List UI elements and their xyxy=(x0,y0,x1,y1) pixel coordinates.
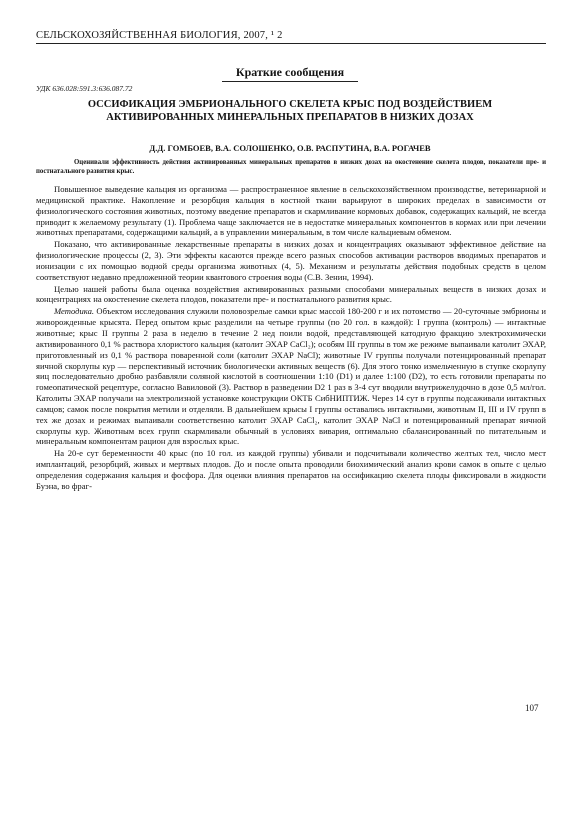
udk-code: УДК 636.028:591.3:636.087.72 xyxy=(36,84,133,93)
paragraph-methods xyxy=(36,306,546,447)
paragraph-background: Показано, что активированные лекарственные препараты в низких дозах и концентрациях оказывают эффективное действие на физиологические процессы (2, 3). Эти эффекты касаются прежде всего разных способов активации растворов вводимых препаратов и ионизации с их помощью водной среды организма животных (4, 5). Механизм и результаты действия подобных средств в целом соответствуют недавно предложенной теории квантового строения воды (С.В. Зенин, 1994). xyxy=(36,239,546,282)
article-abstract: Оценивали эффективность действия активированных минеральных препаратов в низких дозах на окостенение скелета плодов, показатели пре- и постнатального развития крыс. xyxy=(36,159,546,175)
journal-header: СЕЛЬСКОХОЗЯЙСТВЕННАЯ БИОЛОГИЯ, 2007, ¹ 2 xyxy=(36,30,546,44)
section-title-text: Краткие сообщения xyxy=(222,65,358,82)
page-number: 107 xyxy=(525,703,539,713)
methods-text: Объектом исследования служили половозрелые самки крыс массой 180-200 г и их потомство — 20-суточные эмбрионы и живорожденные крысята. Перед опытом крыс разделили на четыре группы (по 20 гол. в каждой): I группа (контроль) — интактные животные; крыс II группы 2 раза в неделю в течение 2 нед поили водой, представляющей катодную фракцию электрохимически активированного 0,1 % раствора хлористого кальция (католит ЭХАР CaCl₂); особям III группы в том же режиме выпаивали католит ЭХАР, приготовленный из 0,1 % раствора поваренной соли (католит ЭХАР NaCl); животные IV группы получали потенцированный препарат яичной скорлупы кур — перспективный источник биологически активных веществ (6). Для этого тонко измельченную в ступке скорлупу яиц последовательно дробно разбавляли соляной кислотой в соотношении 1:10 (D1) и далее 1:100 (D2), то есть готовили препараты по гомеопатической рецептуре, согласно Вавиловой (3). Раствор в разведении D2 1 раз в 3-4 сут вводили внутрижелудочно в дозе 0,5 мл/гол. Католиты ЭХАР получали на электролизной установке конструкции ОКТБ СибНИПТИЖ. Через 14 сут в группы подсаживали интактных самцов; самок после покрытия метили и отделяли. В дальнейшем крысы I группы оставались интактными, животным II, III и IV групп в тех же дозах и режимах выпаивали соответственно католит ЭХАР CaCl₂, католит ЭХАР NaCl и потенцированный препарат яичной скорлупы кур. Животным всех групп скармливали обычный в условиях вивария, оптимально сбалансированный по питательным и минеральным компонентам рацион для взрослых крыс. xyxy=(36,306,546,447)
article-title: ОССИФИКАЦИЯ ЭМБРИОНАЛЬНОГО СКЕЛЕТА КРЫС ПОД ВОЗДЕЙСТВИЕМ АКТИВИРОВАННЫХ МИНЕРАЛЬНЫХ ПРЕПАРАТОВ В НИЗКИХ ДОЗАХ xyxy=(87,99,493,123)
section-title xyxy=(0,65,580,82)
methods-lead: Методика. xyxy=(54,306,95,317)
article-body xyxy=(36,184,546,493)
article-authors: Д.Д. ГОМБОЕВ, В.А. СОЛОШЕНКО, О.В. РАСПУТИНА, В.А. РОГАЧЕВ xyxy=(149,143,431,153)
paragraph-procedure: На 20-е сут беременности 40 крыс (по 10 гол. из каждой группы) убивали и подсчитывали количество желтых тел, число мест имплантаций, резорбций, живых и мертвых плодов. До и после опыта проводили биохимический анализ крови самок в опыте с целью определения содержания кальция и фосфора. Для оценки влияния препаратов на оссификацию скелета плоды фиксировали в жидкости Буэна, во фраг- xyxy=(36,448,546,491)
paragraph-aim: Целью нашей работы была оценка воздействия активированных разными способами минеральных веществ в низких дозах и концентрациях на окостенение скелета плодов, показатели пре- и постнатального развития крыс. xyxy=(36,283,546,305)
paragraph-introduction: Повышенное выведение кальция из организма — распространенное явление в сельскохозяйственном производстве, ветеринарной и медицинской практике. Накопление и резорбция кальция в костной ткани варьируют в широких пределах в зависимости от физиологического состояния животных, поэтому введение препаратов и скармливание кормовых добавок, содержащих кальций, не всегда приводит к желаемому результату (1). Проблема чаще заключается не в недостатке минеральных компонентов в кормах или при лечении животных препаратами, содержащими кальций, а в управлении минеральным, в том числе кальциевым обменом. xyxy=(36,184,546,238)
